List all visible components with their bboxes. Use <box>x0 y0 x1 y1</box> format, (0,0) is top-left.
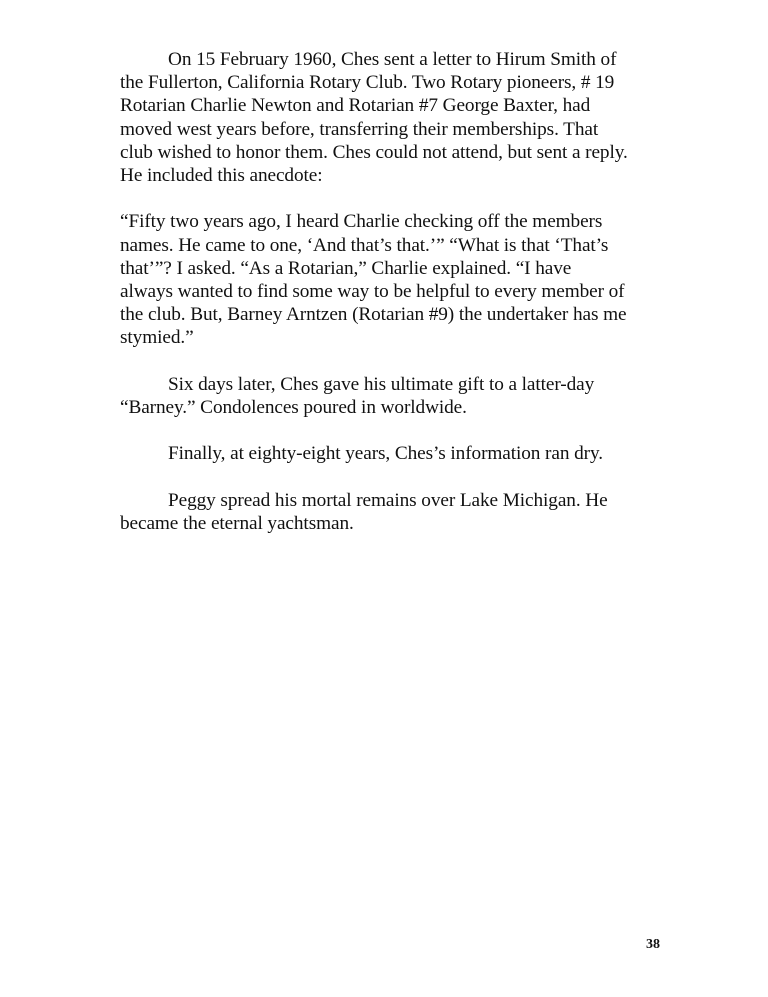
paragraph-letter: On 15 February 1960, Ches sent a letter to Hirum Smith of the Fullerton, California Rotary Club. Two Rotary pioneers, # 19 Rotarian Charlie Newton and Rotarian #7 George Baxter, had moved west years before, transferring their memberships. That club wished to honor them. Ches could not attend, but sent a reply. He included this anecdote: <box>120 49 628 187</box>
paragraph-finally: Finally, at eighty-eight years, Ches’s information ran dry. <box>168 443 603 465</box>
page-number: 38 <box>646 937 660 952</box>
paragraph-six-days-later: Six days later, Ches gave his ultimate gift to a latter-day “Barney.” Condolences poured in worldwide. <box>120 373 595 419</box>
paragraph-anecdote-quote: “Fifty two years ago, I heard Charlie checking off the members names. He came to one, ‘And that’s that.’” “What is that ‘That’s that’”? I asked. “As a Rotarian,” Charlie explained. “I have always wanted to find some way to be helpful to every member of the club. But, Barney Arntzen (Rotarian #9) the undertaker has me stymied.” <box>120 211 627 349</box>
body-text <box>120 48 680 558</box>
paragraph-remains: Peggy spread his mortal remains over Lake Michigan. He became the eternal yachtsman. <box>120 489 608 534</box>
